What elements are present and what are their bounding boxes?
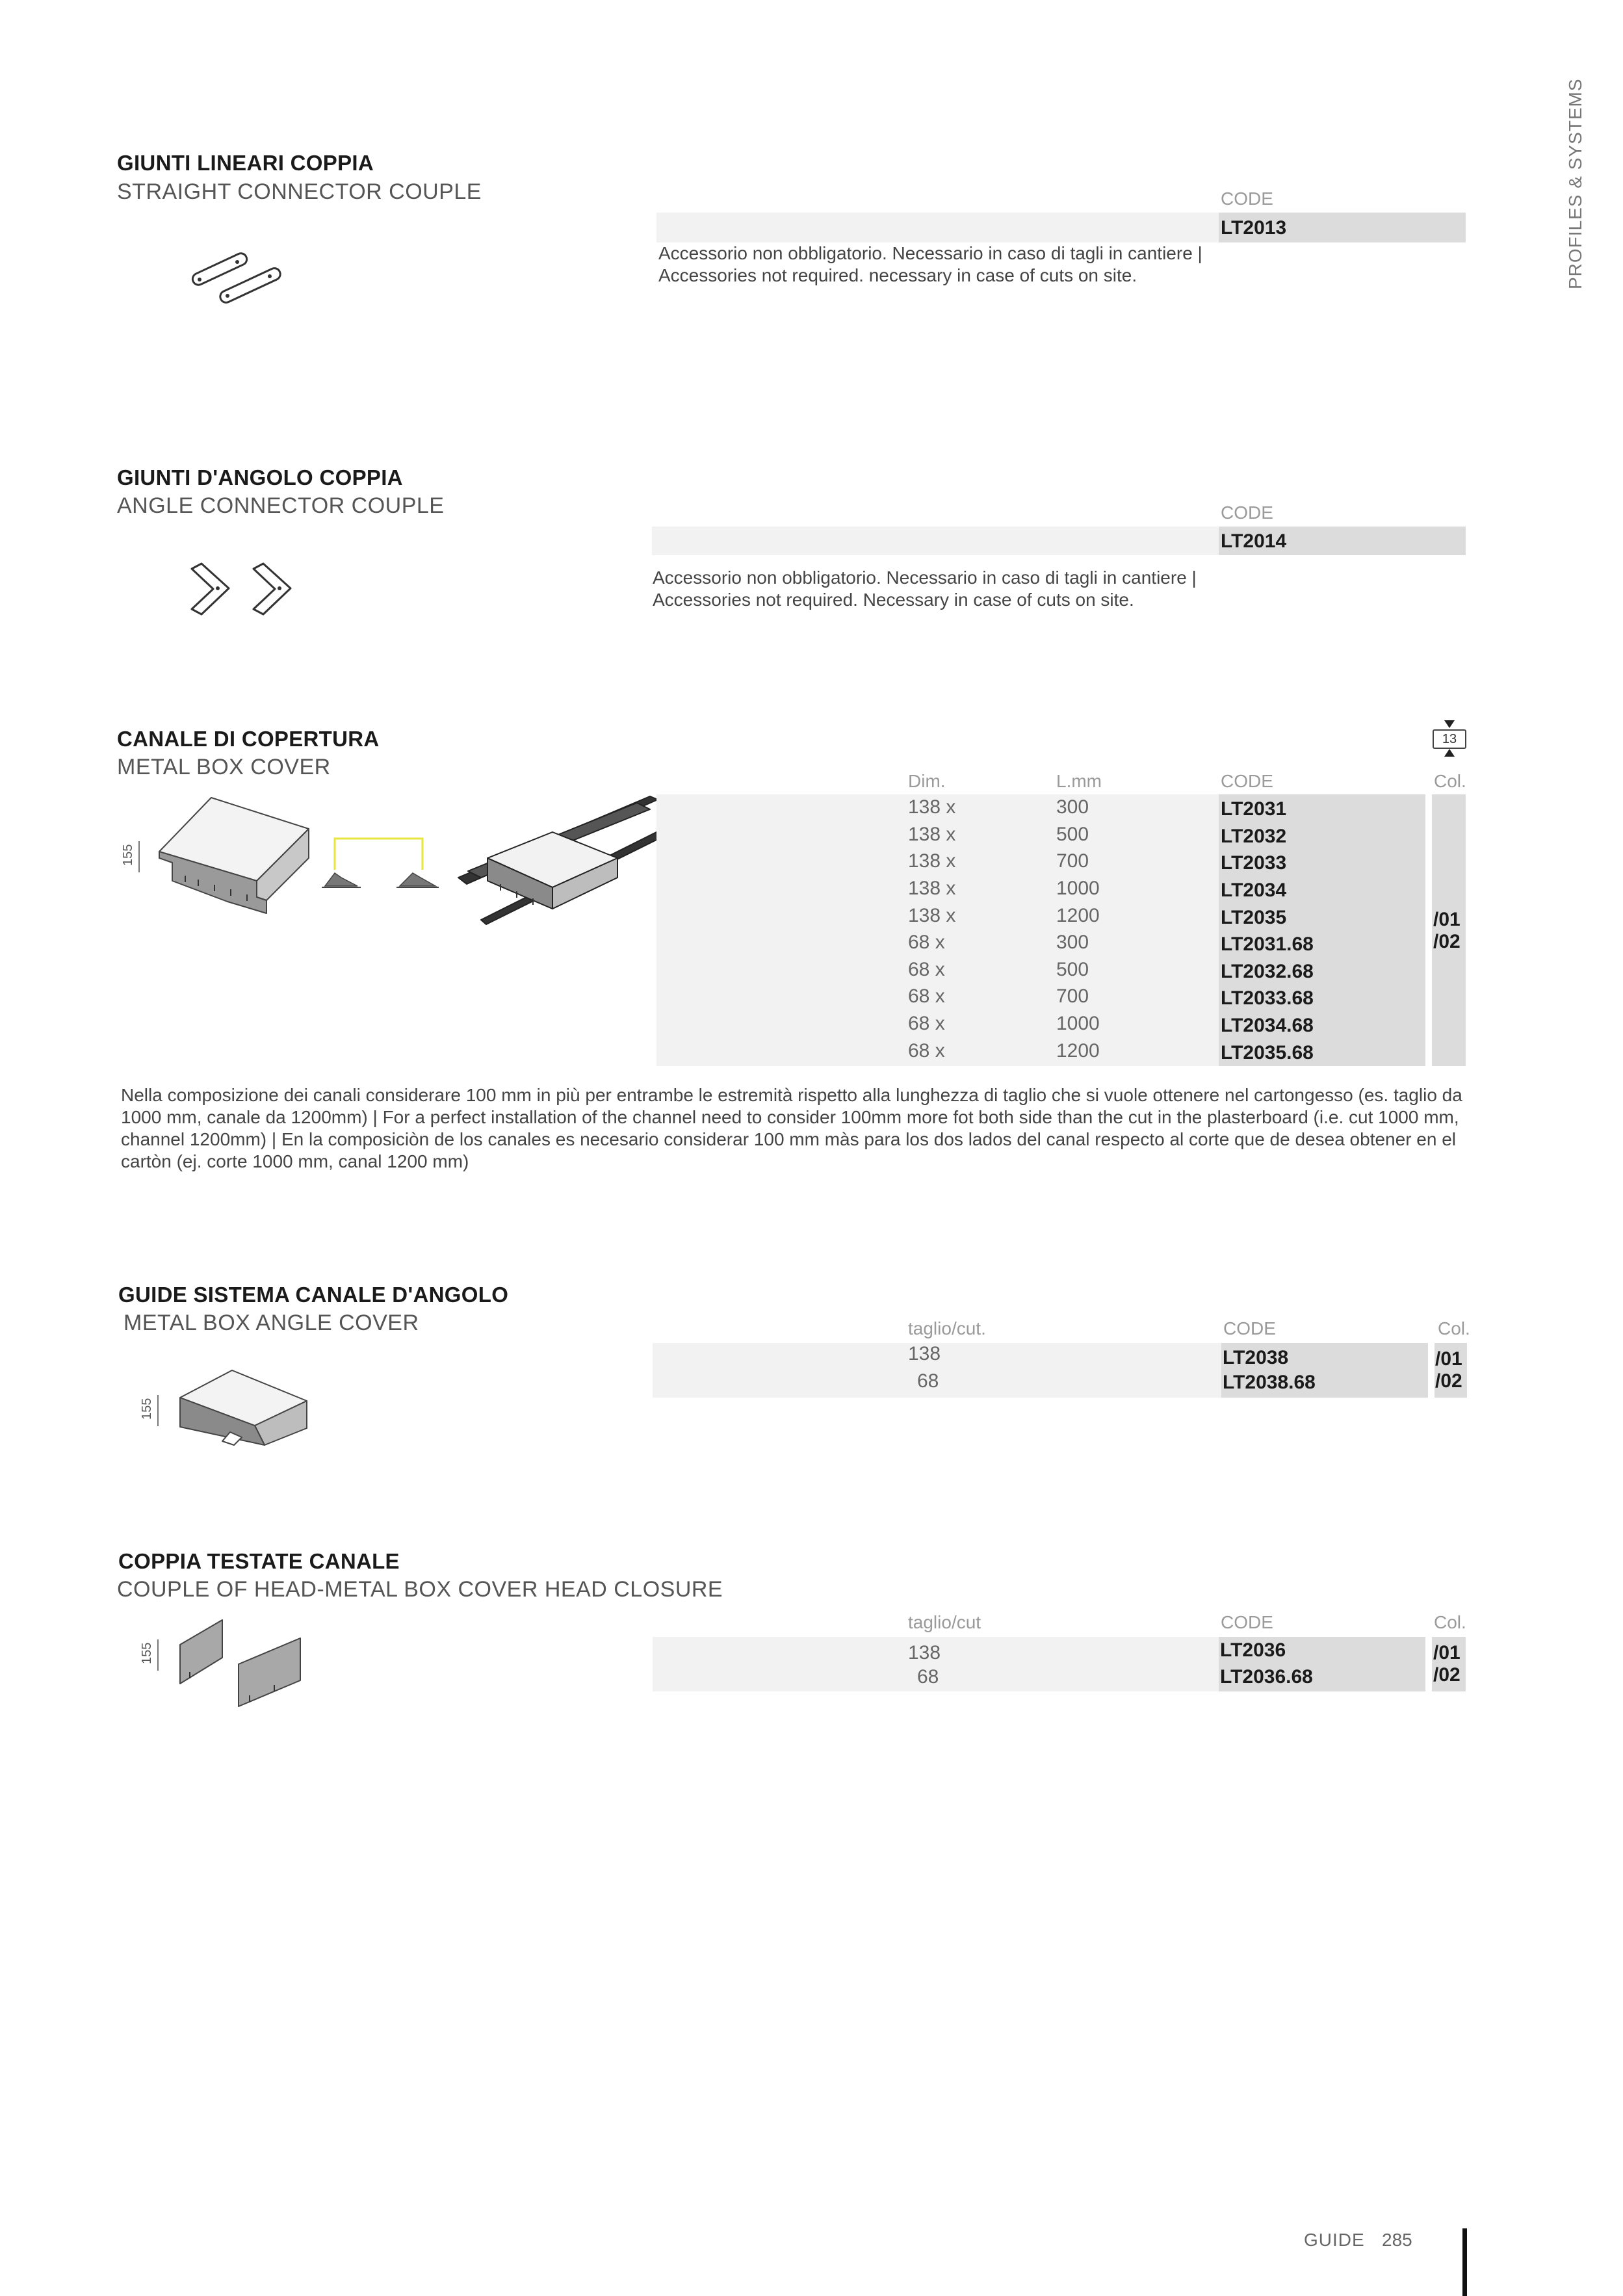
footer-label: GUIDE — [1304, 2230, 1365, 2250]
dimension-label — [121, 839, 147, 878]
section-title-en: METAL BOX ANGLE COVER — [123, 1311, 419, 1335]
code-cell: LT2033.68 — [1221, 987, 1314, 1009]
section-title-it: GIUNTI D'ANGOLO COPPIA — [117, 465, 403, 489]
note-line: Accessories not required. necessary in case of cuts on site. — [658, 265, 1137, 285]
color-code: /01 — [1435, 1348, 1462, 1370]
cut-header: taglio/cut — [908, 1612, 981, 1632]
code-header: CODE — [1221, 189, 1273, 209]
dimension-value: 155 — [121, 844, 135, 866]
dimension-value: 155 — [140, 1642, 154, 1664]
code-cell: LT2034 — [1221, 880, 1287, 901]
code-value: LT2014 — [1221, 530, 1287, 552]
color-header: Col. — [1434, 771, 1466, 791]
installed-channel-image — [455, 780, 663, 930]
code-cell: LT2034.68 — [1221, 1015, 1314, 1036]
code-cell: LT2033 — [1221, 852, 1287, 874]
code-header: CODE — [1223, 1318, 1276, 1338]
dimension-label — [140, 1392, 166, 1431]
color-code: /02 — [1435, 1370, 1462, 1392]
code-cell: LT2032.68 — [1221, 961, 1314, 982]
section-title-it: GUIDE SISTEMA CANALE D'ANGOLO — [118, 1283, 509, 1307]
code-cell: LT2035 — [1221, 907, 1287, 928]
dim-header: Dim. — [908, 771, 946, 791]
section-title-en: STRAIGHT CONNECTOR COUPLE — [117, 179, 482, 204]
code-cell: LT2038 — [1223, 1347, 1289, 1368]
color-code: /02 — [1433, 1664, 1461, 1686]
cut-cell: 68 — [917, 1666, 939, 1688]
length-cell: 300 — [1056, 796, 1089, 818]
angle-cover-image — [177, 1368, 313, 1446]
dim-cell: 68 x — [908, 985, 945, 1007]
code-cell: LT2035.68 — [1221, 1042, 1314, 1063]
color-header: Col. — [1434, 1612, 1466, 1632]
code-cell: LT2036.68 — [1220, 1666, 1313, 1688]
channel-section-image — [322, 837, 471, 893]
length-cell: 300 — [1056, 932, 1089, 953]
code-band — [652, 527, 1219, 555]
code-header: CODE — [1221, 502, 1273, 523]
code-value: LT2013 — [1221, 217, 1287, 239]
cut-cell: 68 — [917, 1370, 939, 1392]
section-title-en: COUPLE OF HEAD-METAL BOX COVER HEAD CLOSURE — [117, 1577, 723, 1602]
dim-cell: 138 x — [908, 824, 956, 845]
straight-connector-image — [185, 250, 296, 315]
length-header: L.mm — [1056, 771, 1102, 791]
code-cell: LT2031.68 — [1221, 933, 1314, 955]
footer-rule — [1462, 2228, 1467, 2296]
note-line: Accessories not required. Necessary in case of cuts on site. — [653, 590, 1134, 610]
dim-cell: 138 x — [908, 905, 956, 926]
code-cell: LT2036 — [1220, 1639, 1286, 1661]
cut-header: taglio/cut. — [908, 1318, 986, 1338]
dim-cell: 68 x — [908, 959, 945, 980]
length-cell: 1200 — [1056, 905, 1100, 926]
head-closure-image — [177, 1619, 307, 1710]
code-header: CODE — [1221, 771, 1273, 791]
note-line: Accessorio non obbligatorio. Necessario in caso di tagli in cantiere | — [653, 567, 1197, 588]
dim-cell: 68 x — [908, 1040, 945, 1062]
code-cell: LT2032 — [1221, 826, 1287, 847]
length-cell: 1000 — [1056, 1013, 1100, 1034]
dim-cell: 138 x — [908, 878, 956, 899]
color-code: /02 — [1433, 931, 1461, 952]
length-cell: 500 — [1056, 959, 1089, 980]
metal-box-cover-image — [153, 790, 322, 913]
color-code: /01 — [1433, 1642, 1461, 1663]
note-line: Accessorio non obbligatorio. Necessario in caso di tagli in cantiere | — [658, 243, 1202, 263]
dim-cell: 138 x — [908, 850, 956, 872]
length-cell: 1200 — [1056, 1040, 1100, 1062]
color-header: Col. — [1438, 1318, 1470, 1338]
section-title-it: COPPIA TESTATE CANALE — [118, 1549, 400, 1573]
dimension-value: 155 — [140, 1398, 154, 1420]
length-cell: 500 — [1056, 824, 1089, 845]
length-cell: 1000 — [1056, 878, 1100, 899]
section-title-en: ANGLE CONNECTOR COUPLE — [117, 493, 445, 518]
length-cell: 700 — [1056, 850, 1089, 872]
dimension-label — [140, 1637, 166, 1676]
dim-cell: 68 x — [908, 932, 945, 953]
section-title-en: METAL BOX COVER — [117, 755, 331, 779]
section-note: Nella composizione dei canali considerare 100 mm in più per entrambe le estremità rispetto alla lunghezza di taglio che si vuole ottenere nel cartongesso (es. taglio da 1000 mm, canale da 1200mm) | For a perfect installation of the channel need to consider 100mm more fot both side than the cut in the plasterboard (i.e. cut 1000 mm, channel 1200mm) | En la composiciòn de los canales es necesario considerar 100 mm màs para los dos lados del canal respecto al corte que de desea obtener en el cartòn (ej. corte 1000 mm, canal 1200 mm) — [121, 1085, 1462, 1171]
cut-cell: 138 — [908, 1343, 941, 1364]
code-cell: LT2038.68 — [1223, 1372, 1316, 1393]
color-code: /01 — [1433, 909, 1461, 930]
code-band — [656, 213, 1219, 242]
section-title-it: GIUNTI LINEARI COPPIA — [117, 151, 374, 175]
code-header: CODE — [1221, 1612, 1273, 1632]
code-cell: LT2031 — [1221, 798, 1287, 820]
badge-value: 13 — [1433, 729, 1466, 749]
length-cell: 700 — [1056, 985, 1089, 1007]
dim-cell: 138 x — [908, 796, 956, 818]
angle-connector-image — [188, 562, 312, 621]
side-label: PROFILES & SYSTEMS — [1565, 78, 1585, 289]
section-title-it: CANALE DI COPERTURA — [117, 727, 380, 751]
dim-cell: 68 x — [908, 1013, 945, 1034]
height-badge — [1433, 720, 1466, 758]
cut-cell: 138 — [908, 1642, 941, 1663]
page-number: 285 — [1382, 2230, 1412, 2250]
